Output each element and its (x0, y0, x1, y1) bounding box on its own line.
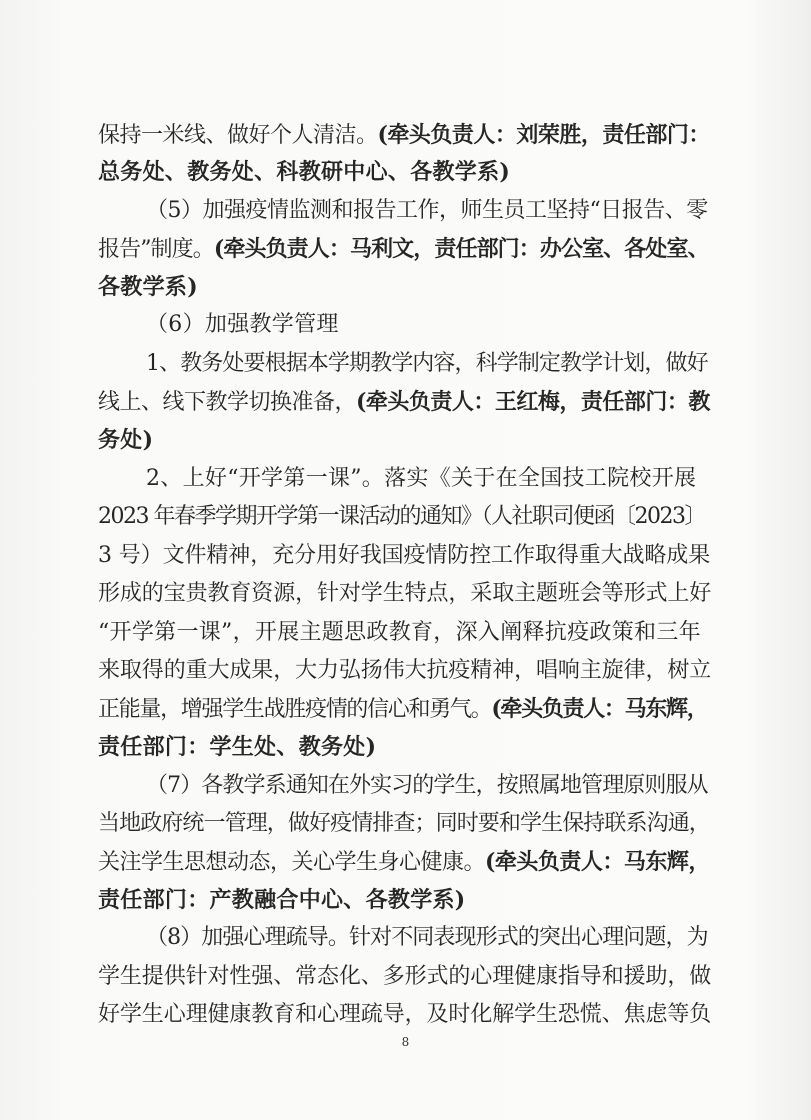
text-line (98, 497, 710, 537)
text-line (98, 267, 710, 307)
text-run: （7）各教学系通知在外实习的学生，按照属地管理原则服从 (146, 773, 708, 798)
text-run: 线上、线下教学切换准备， (98, 390, 357, 415)
text-run: 学生提供针对性强、常态化、多形式的心理健康指导和援助，做 (98, 964, 712, 989)
text-run: （6）加强教学管理 (146, 312, 339, 337)
text-run: （5）加强疫情监测和报告工作，师生员工坚持“日报告、零 (146, 198, 708, 223)
text-line (98, 536, 710, 576)
text-run-bold: (牵头负责人：马东辉， (491, 696, 708, 722)
text-run-bold: 总务处、教务处、科教研中心、各教学系) (98, 159, 511, 185)
text-line (98, 651, 710, 691)
text-run-bold: (牵头负责人：刘荣胜，责任部门： (377, 122, 710, 148)
text-line (98, 382, 710, 422)
text-line (98, 804, 710, 844)
text-line (146, 344, 710, 384)
text-run-bold: (牵头负责人：王红梅，责任部门：教 (356, 389, 710, 415)
text-run-bold: 责任部门：产教融合中心、各教学系) (98, 887, 466, 913)
text-line (98, 727, 710, 767)
text-line (98, 613, 710, 653)
text-line (98, 995, 710, 1035)
text-run-bold: 各教学系) (98, 274, 198, 300)
text-line (146, 918, 710, 958)
page-number: 8 (401, 1035, 410, 1049)
text-run: （8）加强心理疏导。针对不同表现形式的突出心理问题，为 (146, 925, 708, 950)
text-line (146, 766, 710, 806)
text-line (98, 152, 710, 192)
text-run: 2023 年春季学期开学第一课活动的通知》（人社职司便函〔2023〕 (98, 504, 705, 529)
text-run: 保持一米线、做好个人清洁。 (98, 123, 378, 148)
text-run: 正能量，增强学生战胜疫情的信心和勇气。 (98, 697, 492, 722)
text-run: 形成的宝贵教育资源，针对学生特点，采取主题班会等形式上好 (98, 581, 712, 606)
text-line (98, 115, 710, 155)
text-line (98, 957, 710, 997)
text-run-bold: 务处) (98, 427, 154, 453)
text-line (98, 574, 710, 614)
text-line (98, 229, 710, 269)
text-run: 关注学生思想动态，关心学生身心健康。 (98, 850, 486, 875)
text-run: 1、教务处要根据本学期教学内容，科学制定教学计划，做好 (146, 351, 708, 376)
text-line (98, 420, 710, 460)
text-line (146, 191, 710, 231)
text-run: 2、上好“开学第一课”。落实《关于在全国技工院校开展 (146, 466, 697, 491)
text-run-bold: (牵头负责人：马利文，责任部门：办公室、各处室、 (213, 236, 709, 262)
text-run: 3 号）文件精神，充分用好我国疫情防控工作取得重大战略成果 (98, 543, 711, 568)
text-line (98, 880, 710, 920)
text-line (98, 689, 710, 729)
text-run-bold: 责任部门：学生处、教务处) (98, 734, 377, 760)
text-run: 来取得的重大成果，大力弘扬伟大抗疫精神，唱响主旋律，树立 (98, 658, 712, 683)
text-run: “开学第一课”，开展主题思政教育，深入阐释抗疫政策和三年 (98, 620, 701, 645)
text-run: 当地政府统一管理，做好疫情排查；同时要和学生保持联系沟通， (98, 811, 710, 836)
text-line (146, 459, 710, 499)
text-run: 报告”制度。 (98, 237, 214, 262)
text-line (146, 305, 710, 345)
text-run: 好学生心理健康教育和心理疏导，及时化解学生恐慌、焦虑等负 (98, 1002, 712, 1027)
text-run-bold: (牵头负责人：马东辉， (485, 849, 710, 875)
text-line (98, 842, 710, 882)
